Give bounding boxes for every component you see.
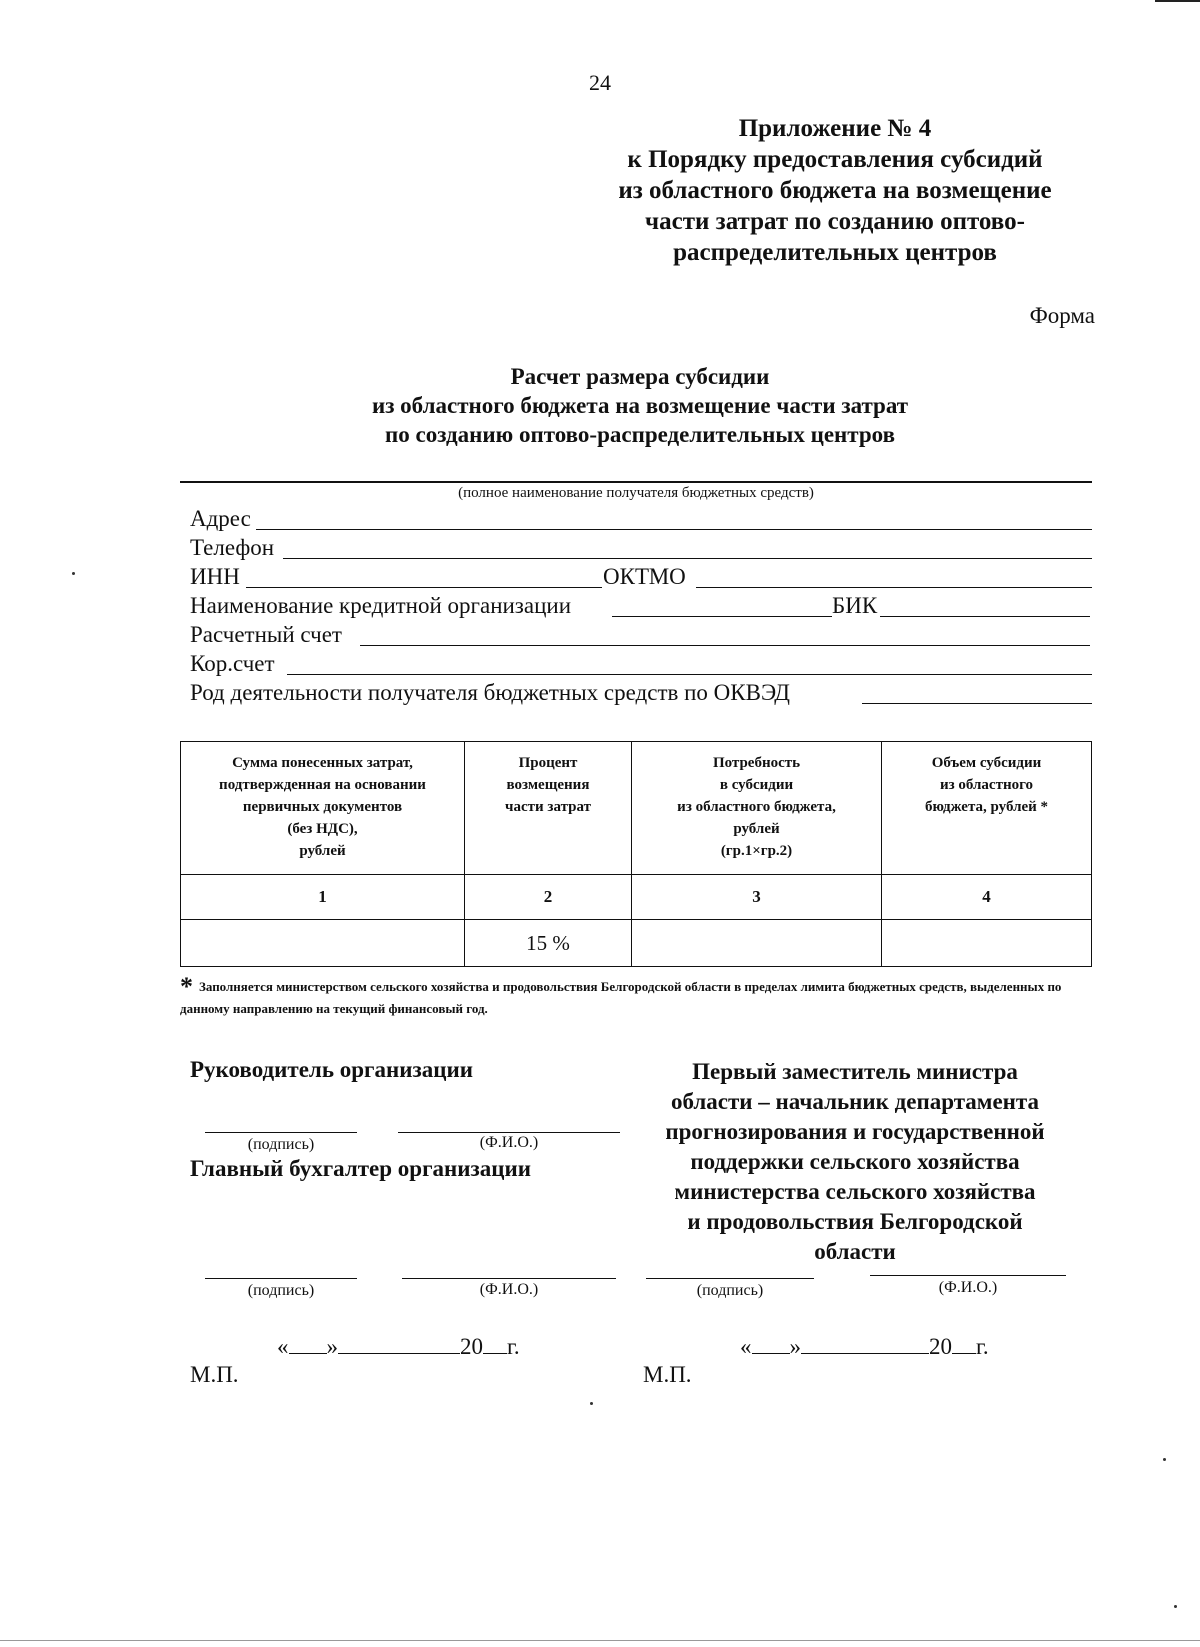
appendix-line-1: Приложение № 4: [738, 115, 932, 142]
day-blank[interactable]: [289, 1333, 327, 1354]
footnote: [180, 972, 1100, 1020]
day-blank[interactable]: [752, 1333, 790, 1354]
header-subsidy-volume: Объем субсидии из областного бюджета, рублей *: [882, 742, 1092, 875]
table-row: [181, 920, 1092, 967]
phone-label: Телефон: [190, 535, 275, 560]
bank-name-input-line[interactable]: [612, 594, 832, 617]
column-number: 1: [181, 875, 465, 920]
column-number: 4: [882, 875, 1092, 920]
left-stamp-label: М.П.: [190, 1362, 239, 1387]
account-label: Расчетный счет: [190, 622, 342, 647]
minister-name-line[interactable]: [870, 1275, 1066, 1276]
head-signature-line[interactable]: [205, 1132, 357, 1133]
subsidy-need-cell[interactable]: [632, 920, 882, 967]
year-blank[interactable]: [952, 1333, 976, 1354]
accountant-name-caption: (Ф.И.О.): [479, 1281, 539, 1298]
scan-speck: [590, 1402, 593, 1405]
okved-input-line[interactable]: [862, 681, 1092, 704]
head-name-caption: (Ф.И.О.): [479, 1134, 539, 1151]
subsidy-calculation-table: [180, 741, 1092, 967]
corr-account-input-line[interactable]: [287, 652, 1092, 675]
oktmo-input-line[interactable]: [696, 565, 1092, 588]
percent-cell: 15 %: [465, 920, 632, 967]
bik-label: БИК: [832, 593, 878, 618]
address-input-line[interactable]: [256, 507, 1092, 530]
first-deputy-minister-title: Первый заместитель министра области – начальник департамента прогнозирования и государственной поддержки сельского хозяйства министерства сельского хозяйства и продовольствия Белгородской области: [665, 1059, 1045, 1264]
month-blank[interactable]: [801, 1333, 929, 1354]
appendix-line-2: к Порядку предоставления субсидий: [627, 146, 1043, 173]
bank-name-label: Наименование кредитной организации: [190, 593, 572, 618]
inn-input-line[interactable]: [246, 565, 602, 588]
footnote-star: *: [180, 972, 193, 1001]
oktmo-label: ОКТМО: [603, 564, 686, 589]
accountant-signature-line[interactable]: [205, 1278, 357, 1279]
document-title: [180, 362, 1100, 449]
address-label: Адрес: [190, 506, 251, 531]
okved-label: Род деятельности получателя бюджетных средств по ОКВЭД: [190, 680, 790, 705]
appendix-line-5: распределительных центров: [673, 239, 997, 266]
appendix-line-4: части затрат по созданию оптово-: [645, 208, 1025, 235]
title-line-1: Расчет размера субсидии: [510, 364, 770, 389]
minister-name-caption: (Ф.И.О.): [938, 1279, 998, 1296]
phone-input-line[interactable]: [283, 536, 1092, 559]
year-blank[interactable]: [483, 1333, 507, 1354]
appendix-header: [560, 113, 1110, 268]
footnote-text: Заполняется министерством сельского хозяйства и продовольствия Белгородской области в пределах лимита бюджетных средств, выделенных по данному направлению на текущий финансовый год.: [180, 979, 1062, 1016]
header-costs-amount: Сумма понесенных затрат, подтвержденная на основании первичных документов (без НДС), рублей: [181, 742, 465, 875]
chief-accountant-title: Главный бухгалтер организации: [190, 1156, 532, 1181]
accountant-name-line[interactable]: [402, 1278, 616, 1279]
header-reimbursement-percent: Процент возмещения части затрат: [465, 742, 632, 875]
inn-label: ИНН: [190, 564, 240, 589]
minister-signature-caption: (подпись): [696, 1282, 764, 1299]
right-stamp-label: М.П.: [643, 1362, 692, 1387]
scan-edge-mark: [1155, 0, 1200, 2]
account-input-line[interactable]: [360, 623, 1090, 646]
recipient-name-line[interactable]: [180, 481, 1092, 483]
appendix-line-3: из областного бюджета на возмещение: [618, 177, 1052, 204]
recipient-caption: (полное наименование получателя бюджетных средств): [458, 485, 814, 501]
scan-bottom-edge: [0, 1640, 1200, 1641]
header-subsidy-need: Потребность в субсидии из областного бюджета, рублей (гр.1×гр.2): [632, 742, 882, 875]
accountant-signature-caption: (подпись): [247, 1282, 315, 1299]
costs-amount-cell[interactable]: [181, 920, 465, 967]
scan-speck: [72, 572, 75, 575]
right-date-line[interactable]: « » 20 г.: [740, 1334, 989, 1359]
corr-account-label: Кор.счет: [190, 651, 275, 676]
title-line-3: по созданию оптово-распределительных центров: [384, 422, 895, 447]
page-number: 24: [589, 70, 611, 95]
scan-speck: [1163, 1458, 1166, 1461]
head-name-line[interactable]: [398, 1132, 620, 1133]
minister-signature-line[interactable]: [646, 1278, 814, 1279]
scan-speck: [1174, 1605, 1177, 1608]
table-column-numbers-row: [181, 875, 1092, 920]
column-number: 3: [632, 875, 882, 920]
left-date-line[interactable]: « » 20 г.: [277, 1334, 520, 1359]
head-of-organization-title: Руководитель организации: [190, 1057, 473, 1082]
bik-input-line[interactable]: [880, 594, 1090, 617]
column-number: 2: [465, 875, 632, 920]
form-label: Форма: [1029, 303, 1095, 328]
subsidy-volume-cell[interactable]: [882, 920, 1092, 967]
table-header-row: [181, 742, 1092, 875]
head-signature-caption: (подпись): [247, 1136, 315, 1153]
title-line-2: из областного бюджета на возмещение части затрат: [371, 393, 909, 418]
month-blank[interactable]: [338, 1333, 460, 1354]
